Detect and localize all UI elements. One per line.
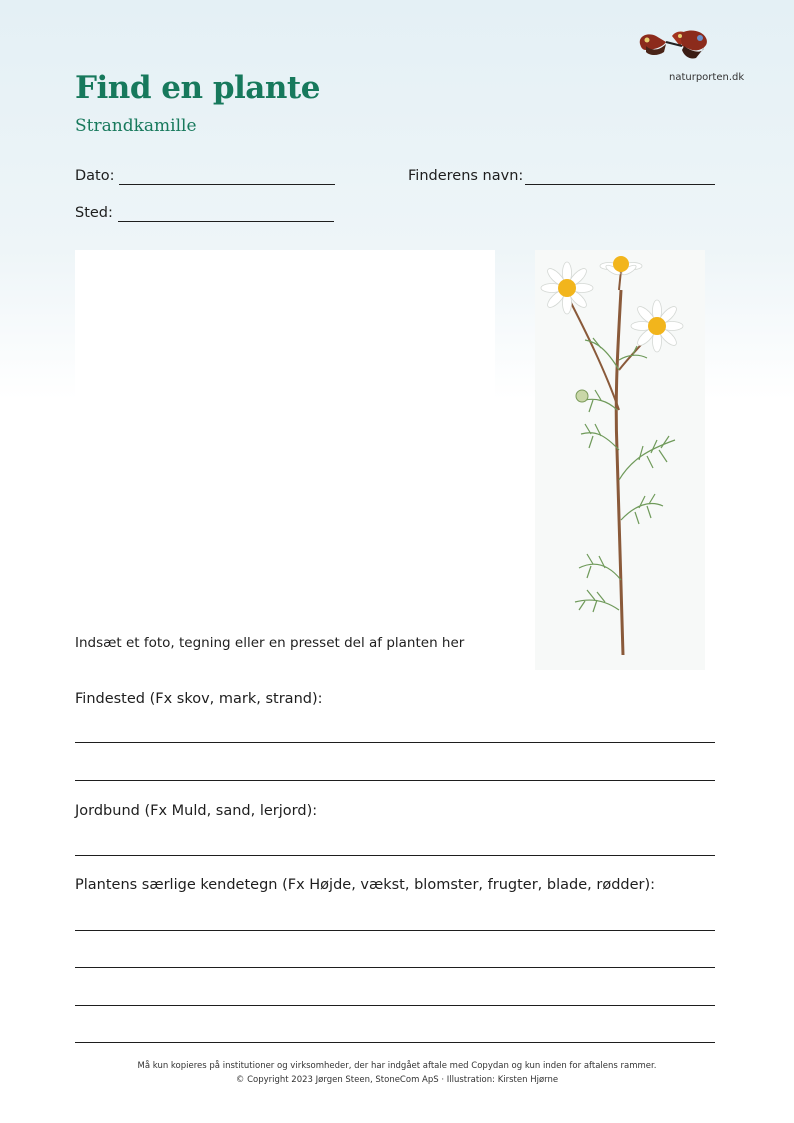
- finder-label: Finderens navn:: [408, 168, 524, 184]
- photo-drop-area[interactable]: [75, 250, 495, 640]
- place-field[interactable]: [118, 221, 334, 222]
- page-title: Find en plante: [75, 70, 320, 106]
- soil-label: Jordbund (Fx Muld, sand, lerjord):: [75, 803, 318, 819]
- site-name: naturporten.dk: [669, 72, 745, 83]
- date-label: Dato:: [75, 168, 115, 184]
- date-field[interactable]: [119, 184, 335, 185]
- habitat-answer-line-2[interactable]: [75, 780, 715, 781]
- chamomile-plant-illustration: [535, 250, 705, 670]
- features-answer-line-3[interactable]: [75, 1005, 715, 1006]
- photo-caption: Indsæt et foto, tegning eller en presset del af planten her: [75, 635, 465, 651]
- soil-answer-line[interactable]: [75, 855, 715, 856]
- features-answer-line-1[interactable]: [75, 930, 715, 931]
- habitat-label: Findested (Fx skov, mark, strand):: [75, 691, 323, 707]
- finder-name-field[interactable]: [525, 184, 715, 185]
- footer-copy-notice: Må kun kopieres på institutioner og virksomheder, der har indgået aftale med Copydan og kun inden for aftalens rammer.: [137, 1061, 657, 1071]
- place-label: Sted:: [75, 205, 113, 221]
- footer-copyright: © Copyright 2023 Jørgen Steen, StoneCom ApS · Illustration: Kirsten Hjørne: [235, 1075, 559, 1085]
- features-answer-line-4[interactable]: [75, 1042, 715, 1043]
- butterfly-icon: [636, 28, 716, 64]
- habitat-answer-line-1[interactable]: [75, 742, 715, 743]
- features-answer-line-2[interactable]: [75, 967, 715, 968]
- page-subtitle: Strandkamille: [75, 116, 197, 136]
- features-label: Plantens særlige kendetegn (Fx Højde, vækst, blomster, frugter, blade, rødder):: [75, 877, 656, 893]
